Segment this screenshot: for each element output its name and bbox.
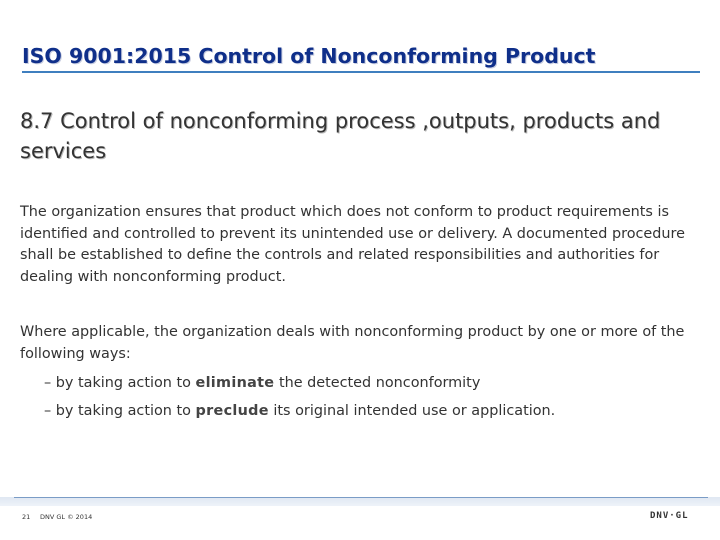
bullet-suffix: its original intended use or application. <box>268 403 556 419</box>
bullet-keyword: eliminate <box>195 375 275 391</box>
copyright-notice: DNV GL © 2014 <box>40 513 93 521</box>
bullet-suffix: the detected nonconformity <box>274 375 481 391</box>
body-paragraph-1: The organization ensures that product which does not conform to product requirements is identified and controlled to prevent its unintended use or delivery. A documented procedure shall be established to define the controls and related responsibilities and authorities for dealing with nonconforming product. <box>20 204 685 285</box>
footer-band <box>0 497 720 506</box>
body-paragraph-2: Where applicable, the organization deals with nonconforming product by one or more of the following ways: <box>20 324 685 362</box>
bullet-prefix: – by taking action to <box>44 403 196 419</box>
bullet-item-preclude <box>44 401 704 421</box>
bullet-item-eliminate <box>44 373 704 393</box>
bullet-keyword: preclude <box>195 403 269 419</box>
section-heading: 8.7 Control of nonconforming process ,outputs, products and services <box>20 109 661 163</box>
footer-rule <box>14 497 708 498</box>
bullet-prefix: – by taking action to <box>44 375 196 391</box>
page-number: 21 <box>22 513 31 521</box>
slide-title: ISO 9001:2015 Control of Nonconforming Product <box>22 44 596 68</box>
title-underline <box>22 71 700 73</box>
dnv-gl-logo: DNV·GL <box>650 511 689 521</box>
